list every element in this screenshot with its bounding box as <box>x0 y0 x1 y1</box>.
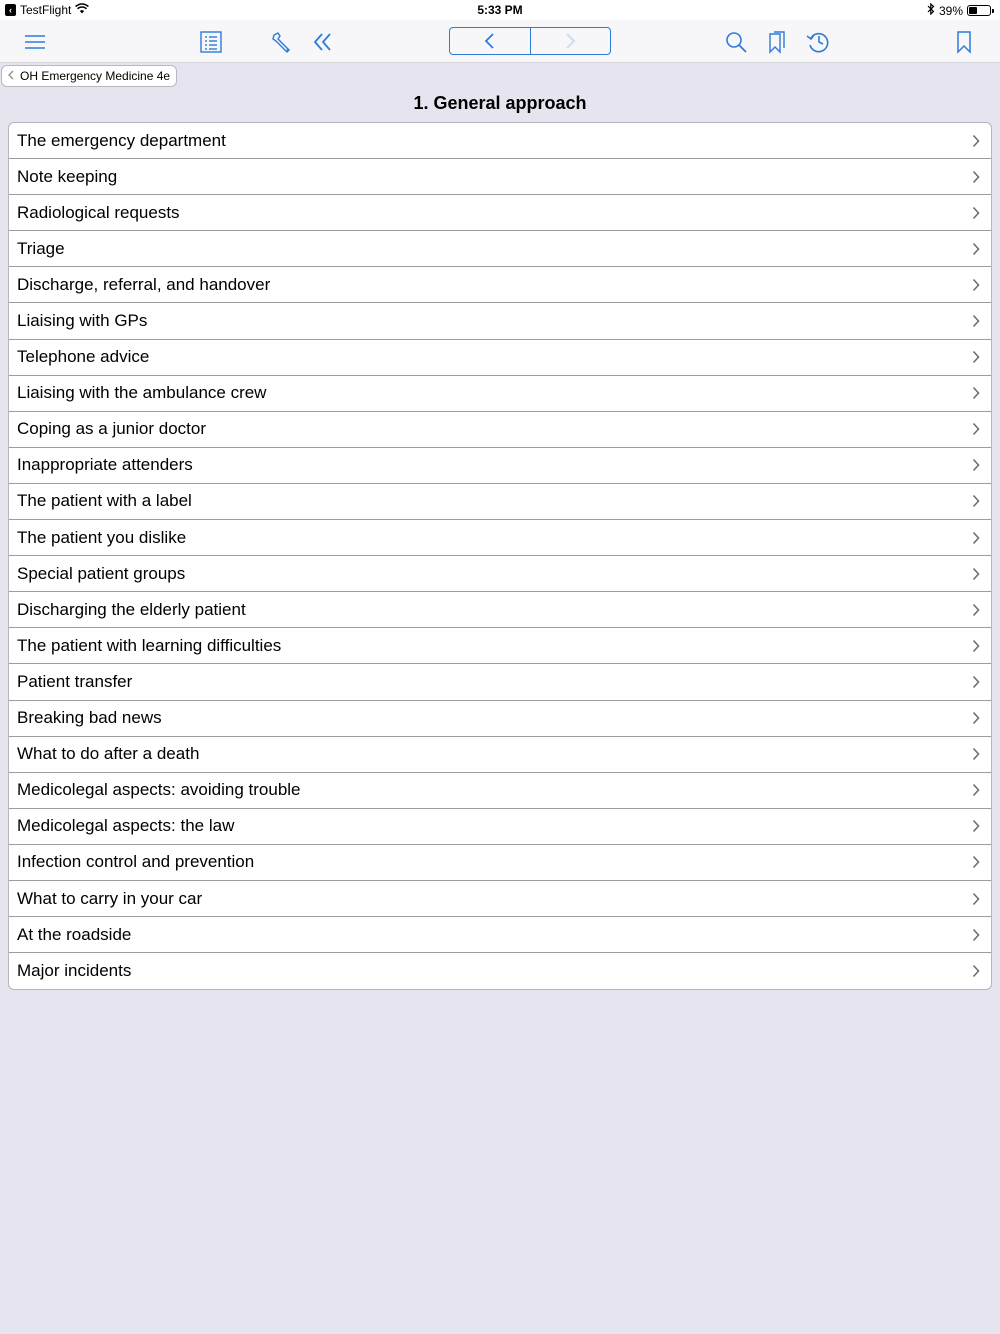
chevron-right-icon <box>969 603 983 617</box>
list-item-label: The patient you dislike <box>17 527 187 547</box>
double-chevron-left-icon[interactable] <box>308 27 338 57</box>
chevron-right-icon <box>969 278 983 292</box>
list-item-label: Special patient groups <box>17 563 186 583</box>
list-item[interactable] <box>9 159 991 195</box>
contents-list-icon[interactable] <box>196 27 226 57</box>
list-item[interactable] <box>9 231 991 267</box>
chevron-right-icon <box>969 783 983 797</box>
list-item-label: At the roadside <box>17 924 132 944</box>
list-item-label: Liaising with GPs <box>17 311 148 331</box>
list-item-label: The patient with learning difficulties <box>17 635 282 655</box>
list-item[interactable] <box>9 664 991 700</box>
history-icon[interactable] <box>803 27 833 57</box>
status-right <box>927 3 994 18</box>
bookmarks-list-icon[interactable] <box>762 27 792 57</box>
list-item-label: Inappropriate attenders <box>17 455 193 475</box>
chevron-right-icon <box>969 314 983 328</box>
chevron-right-icon <box>969 458 983 472</box>
page-title: 1. General approach <box>413 93 587 113</box>
chevron-right-icon <box>969 892 983 906</box>
list-item[interactable] <box>9 773 991 809</box>
search-icon[interactable] <box>721 27 751 57</box>
list-item-label: What to do after a death <box>17 744 200 764</box>
chevron-right-icon <box>969 350 983 364</box>
chevron-right-icon <box>969 531 983 545</box>
chevron-right-icon <box>969 747 983 761</box>
list-item-label: Triage <box>17 238 65 258</box>
list-item-label: Patient transfer <box>17 671 133 691</box>
list-item-label: Radiological requests <box>17 202 180 222</box>
list-item-label: Discharging the elderly patient <box>17 599 246 619</box>
list-item[interactable] <box>9 376 991 412</box>
breadcrumb-label: OH Emergency Medicine 4e <box>20 69 171 83</box>
list-item-label: The emergency department <box>17 130 226 150</box>
list-item[interactable] <box>9 628 991 664</box>
chevron-right-icon <box>969 494 983 508</box>
chevron-right-icon <box>969 170 983 184</box>
list-item-label: Liaising with the ambulance crew <box>17 383 267 403</box>
back-app-label: TestFlight <box>20 3 72 17</box>
back-icon[interactable] <box>450 28 530 54</box>
list-item[interactable] <box>9 303 991 339</box>
list-item-label: Major incidents <box>17 961 132 981</box>
clock: 5:33 PM <box>477 3 523 17</box>
list-item[interactable] <box>9 737 991 773</box>
chevron-right-icon <box>969 819 983 833</box>
breadcrumb[interactable] <box>1 65 177 87</box>
list-item-label: Discharge, referral, and handover <box>17 274 271 294</box>
chevron-right-icon <box>969 242 983 256</box>
list-item[interactable] <box>9 484 991 520</box>
list-item[interactable] <box>9 267 991 303</box>
list-item-label: Breaking bad news <box>17 708 162 728</box>
bookmark-icon[interactable] <box>949 27 979 57</box>
list-item[interactable] <box>9 592 991 628</box>
chapter-list <box>8 122 992 990</box>
list-item-label: Medicolegal aspects: avoiding trouble <box>17 780 301 800</box>
battery-icon <box>967 5 991 16</box>
list-item[interactable] <box>9 845 991 881</box>
list-item[interactable] <box>9 412 991 448</box>
chevron-right-icon <box>969 855 983 869</box>
chevron-right-icon <box>969 711 983 725</box>
list-item[interactable] <box>9 701 991 737</box>
battery-cap <box>992 9 994 13</box>
chevron-right-icon <box>969 675 983 689</box>
chevron-right-icon <box>969 134 983 148</box>
toolbar <box>0 20 1000 63</box>
list-item[interactable] <box>9 123 991 159</box>
tools-icon[interactable] <box>267 27 297 57</box>
list-item[interactable] <box>9 953 991 989</box>
list-item[interactable] <box>9 917 991 953</box>
forward-icon[interactable] <box>530 28 611 54</box>
chevron-right-icon <box>969 928 983 942</box>
list-item[interactable] <box>9 881 991 917</box>
list-item-label: Telephone advice <box>17 347 150 367</box>
menu-icon[interactable] <box>20 27 50 57</box>
list-item[interactable] <box>9 340 991 376</box>
back-arrow-icon: ‹ <box>5 4 16 16</box>
chevron-right-icon <box>969 639 983 653</box>
list-item-label: What to carry in your car <box>17 888 203 908</box>
list-item[interactable] <box>9 809 991 845</box>
chevron-right-icon <box>969 422 983 436</box>
list-item-label: Coping as a junior doctor <box>17 419 207 439</box>
list-item-label: Note keeping <box>17 166 118 186</box>
chevron-right-icon <box>969 386 983 400</box>
chevron-right-icon <box>969 206 983 220</box>
list-item[interactable] <box>9 195 991 231</box>
status-bar <box>0 0 1000 20</box>
battery-percent: 39% <box>938 3 963 18</box>
list-item-label: Medicolegal aspects: the law <box>17 816 235 836</box>
bluetooth-icon <box>927 3 935 18</box>
list-item[interactable] <box>9 448 991 484</box>
history-navigation <box>449 27 611 55</box>
battery-level <box>969 7 977 14</box>
list-item-label: The patient with a label <box>17 491 192 511</box>
list-item[interactable] <box>9 556 991 592</box>
chevron-right-icon <box>969 567 983 581</box>
list-item-label: Infection control and prevention <box>17 852 255 872</box>
chevron-right-icon <box>969 964 983 978</box>
list-item[interactable] <box>9 520 991 556</box>
chevron-left-icon <box>8 70 14 83</box>
